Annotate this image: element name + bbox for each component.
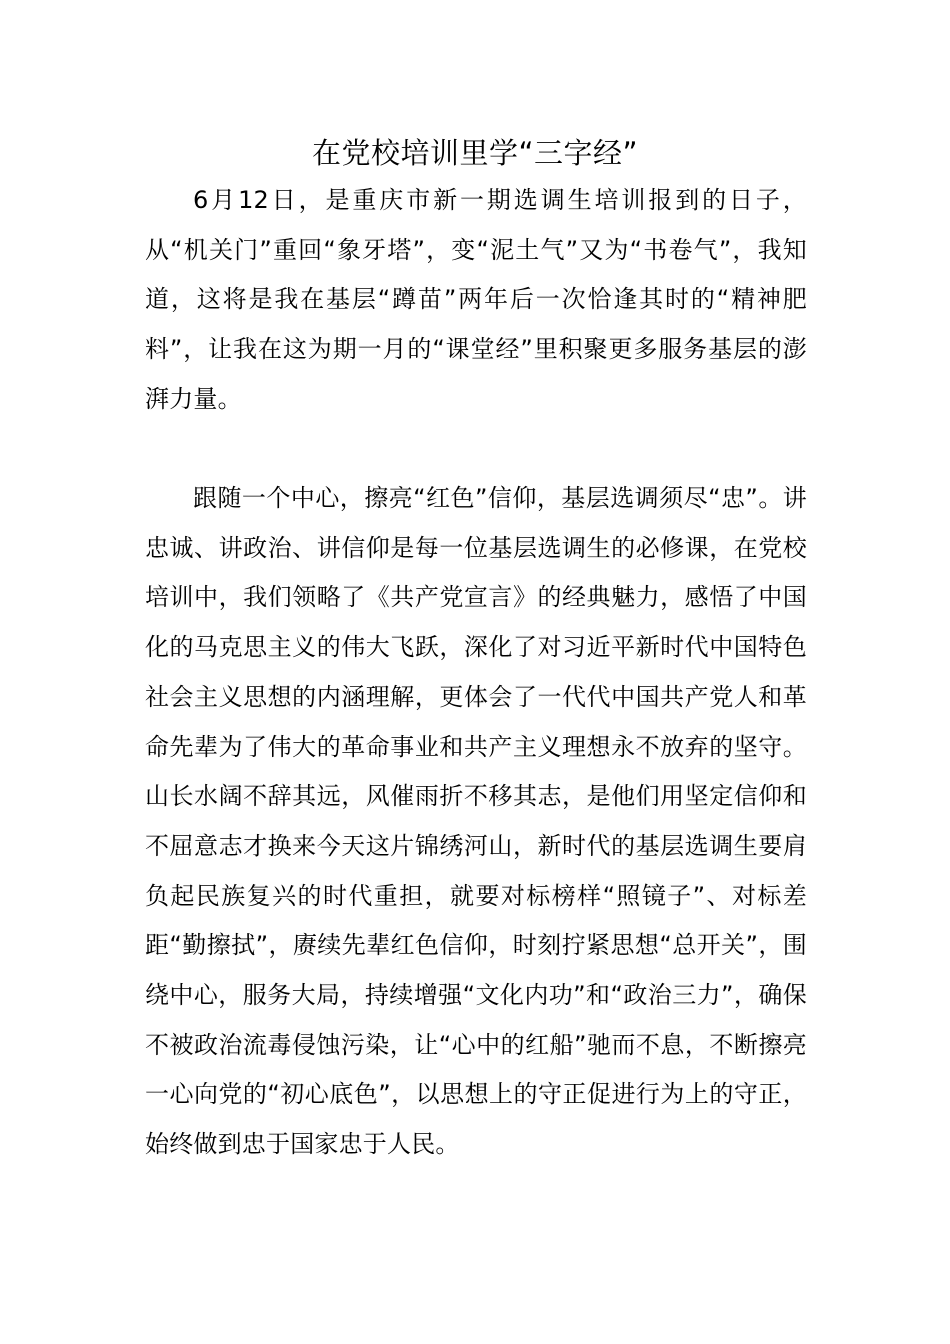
document-title: 在党校培训里学“三字经” — [311, 136, 639, 170]
body-paragraph-1: 6月12日，是重庆市新一期选调生培训报到的日子，从“机关门”重回“象牙塔”，变“泥土气”又为“书卷气”，我知道，这将是我在基层“蹲苗”两年后一次恰逢其时的“精神肥料”，让我在这为期一月的“课堂经”里积聚更多服务基层的澎湃力量。 — [145, 186, 807, 413]
body-paragraph-2: 跟随一个中心，擦亮“红色”信仰，基层选调须尽“忠”。讲忠诚、讲政治、讲信仰是每一位基层选调生的必修课，在党校培训中，我们领略了《共产党宣言》的经典魅力，感悟了中国化的马克思主义的伟大飞跃，深化了对习近平新时代中国特色社会主义思想的内涵理解，更体会了一代代中国共产党人和革命先辈为了伟大的革命事业和共产主义理想永不放弃的坚守。山长水阔不辞其远，风催雨折不移其志，是他们用坚定信仰和不屈意志才换来今天这片锦绣河山，新时代的基层选调生要肩负起民族复兴的时代重担，就要对标榜样“照镜子”、对标差距“勤擦拭”，赓续先辈红色信仰，时刻拧紧思想“总开关”，围绕中心，服务大局，持续增强“文化内功”和“政治三力”，确保不被政治流毒侵蚀污染，让“心中的红船”驰而不息，不断擦亮一心向党的“初心底色”，以思想上的守正促进行为上的守正，始终做到忠于国家忠于人民。 — [145, 484, 807, 1159]
